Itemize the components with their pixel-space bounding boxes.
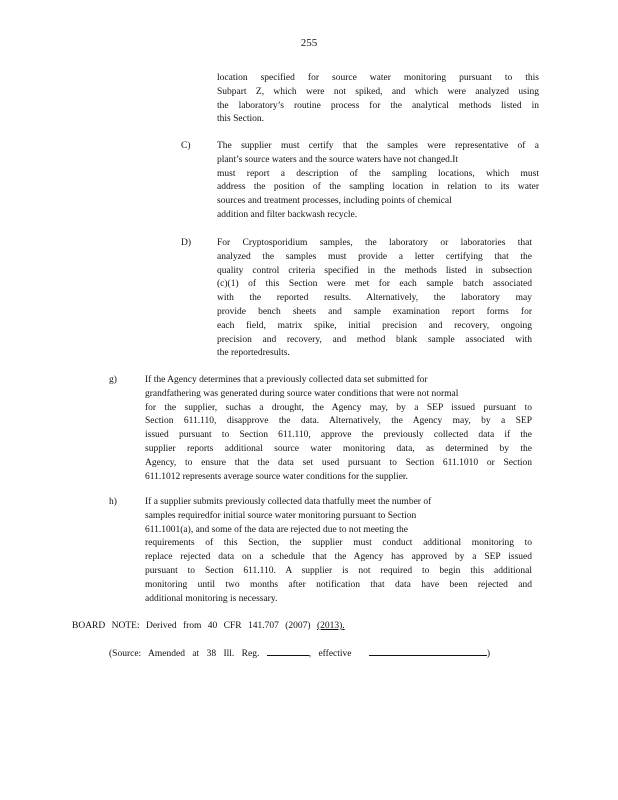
- text-line: must report a description of the sampling locations, which must: [217, 168, 539, 179]
- source-note-text: (Source: Amended at 38 Ill. Reg.: [109, 649, 260, 659]
- text-line: pursuant to Section 611.110. A supplier is not required to begin this additional: [145, 565, 532, 576]
- text-line: the laboratory’s routine process for the analytical methods listed in: [217, 100, 539, 111]
- text-line: provide bench sheets and sample examination report forms for: [217, 306, 532, 317]
- text-line: Subpart Z, which were not spiked, and which were analyzed using: [217, 86, 539, 97]
- text-line: analyzed the samples must provide a letter certifying that the: [217, 251, 532, 262]
- text-line: If a supplier submits previously collected data thatfully meet the number of: [145, 497, 432, 507]
- text-line: quality control criteria specified in the methods listed in subsection: [217, 265, 532, 276]
- text-line: requirements of this Section, the supplier must conduct additional monitoring to: [145, 538, 532, 549]
- source-close-paren: ): [486, 649, 491, 659]
- text-line: Section 611.110, disapprove the data. Alternatively, the Agency may, by a SEP: [145, 416, 532, 427]
- text-line: grandfathering was generated during source water conditions that were not normal: [145, 388, 459, 399]
- text-line: 611.1012 represents average source water conditions for the supplier.: [145, 471, 408, 482]
- source-effective-text: , effective: [308, 649, 352, 659]
- text-line: address the position of the sampling location in relation to its water: [217, 182, 539, 193]
- item-h-paragraph: [145, 496, 532, 606]
- text-line: this Section.: [217, 114, 264, 125]
- text-line: sources and treatment processes, including points of chemical: [217, 196, 452, 207]
- register-page-blank[interactable]: [267, 646, 309, 656]
- source-note: [109, 646, 490, 662]
- board-note-amended-year: (2013): [316, 621, 343, 631]
- item-c-paragraph: [217, 140, 539, 223]
- item-d-label: D): [181, 238, 192, 248]
- text-line: 611.1001(a), and some of the data are rejected due to not meeting the: [145, 524, 408, 535]
- item-g-label: g): [109, 375, 117, 385]
- effective-date-blank[interactable]: [369, 646, 487, 656]
- item-g-paragraph: [145, 374, 532, 484]
- continuation-paragraph: [217, 72, 539, 127]
- text-line: plant’s source waters and the source waters have not changed.It: [217, 154, 459, 165]
- text-line: The supplier must certify that the samples were representative of a: [217, 141, 539, 151]
- board-note: [72, 620, 345, 634]
- text-line: additional monitoring is necessary.: [145, 593, 278, 604]
- text-line: Agency, to ensure that the data set used pursuant to Section 611.1010 or Section: [145, 457, 532, 468]
- item-h-label: h): [109, 497, 117, 507]
- text-line: For Cryptosporidium samples, the laboratory or laboratories that: [217, 238, 532, 248]
- text-line: (c)(1) of this Section were met for each sample batch associated: [217, 279, 532, 290]
- text-line: each field, matrix spike, initial precision and recovery, ongoing: [217, 320, 532, 331]
- text-line: supplier reports additional source water monitoring data, as determined by the: [145, 443, 532, 454]
- item-c-label: C): [181, 141, 191, 151]
- page-number: 255: [300, 37, 318, 49]
- board-note-period: .: [342, 621, 345, 631]
- text-line: monitoring until two months after notification that data have been rejected and: [145, 579, 532, 590]
- text-line: issued pursuant to Section 611.110, approve the previously collected data if the: [145, 430, 532, 441]
- board-note-text: BOARD NOTE: Derived from 40 CFR 141.707 (2007): [72, 621, 311, 631]
- text-line: addition and filter backwash recycle.: [217, 209, 358, 220]
- text-line: for the supplier, suchas a drought, the Agency may, by a SEP issued pursuant to: [145, 402, 532, 413]
- text-line: with the reported results. Alternatively, the laboratory may: [217, 293, 532, 304]
- text-line: precision and recovery, and method blank sample associated with: [217, 334, 532, 345]
- text-line: replace rejected data on a schedule that the Agency has approved by a SEP issued: [145, 552, 532, 563]
- text-line: location specified for source water monitoring pursuant to this: [217, 73, 539, 83]
- text-line: If the Agency determines that a previously collected data set submitted for: [145, 375, 428, 385]
- text-line: the reportedresults.: [217, 348, 290, 359]
- text-line: samples requiredfor initial source water monitoring pursuant to Section: [145, 510, 417, 521]
- item-d-paragraph: [217, 237, 532, 361]
